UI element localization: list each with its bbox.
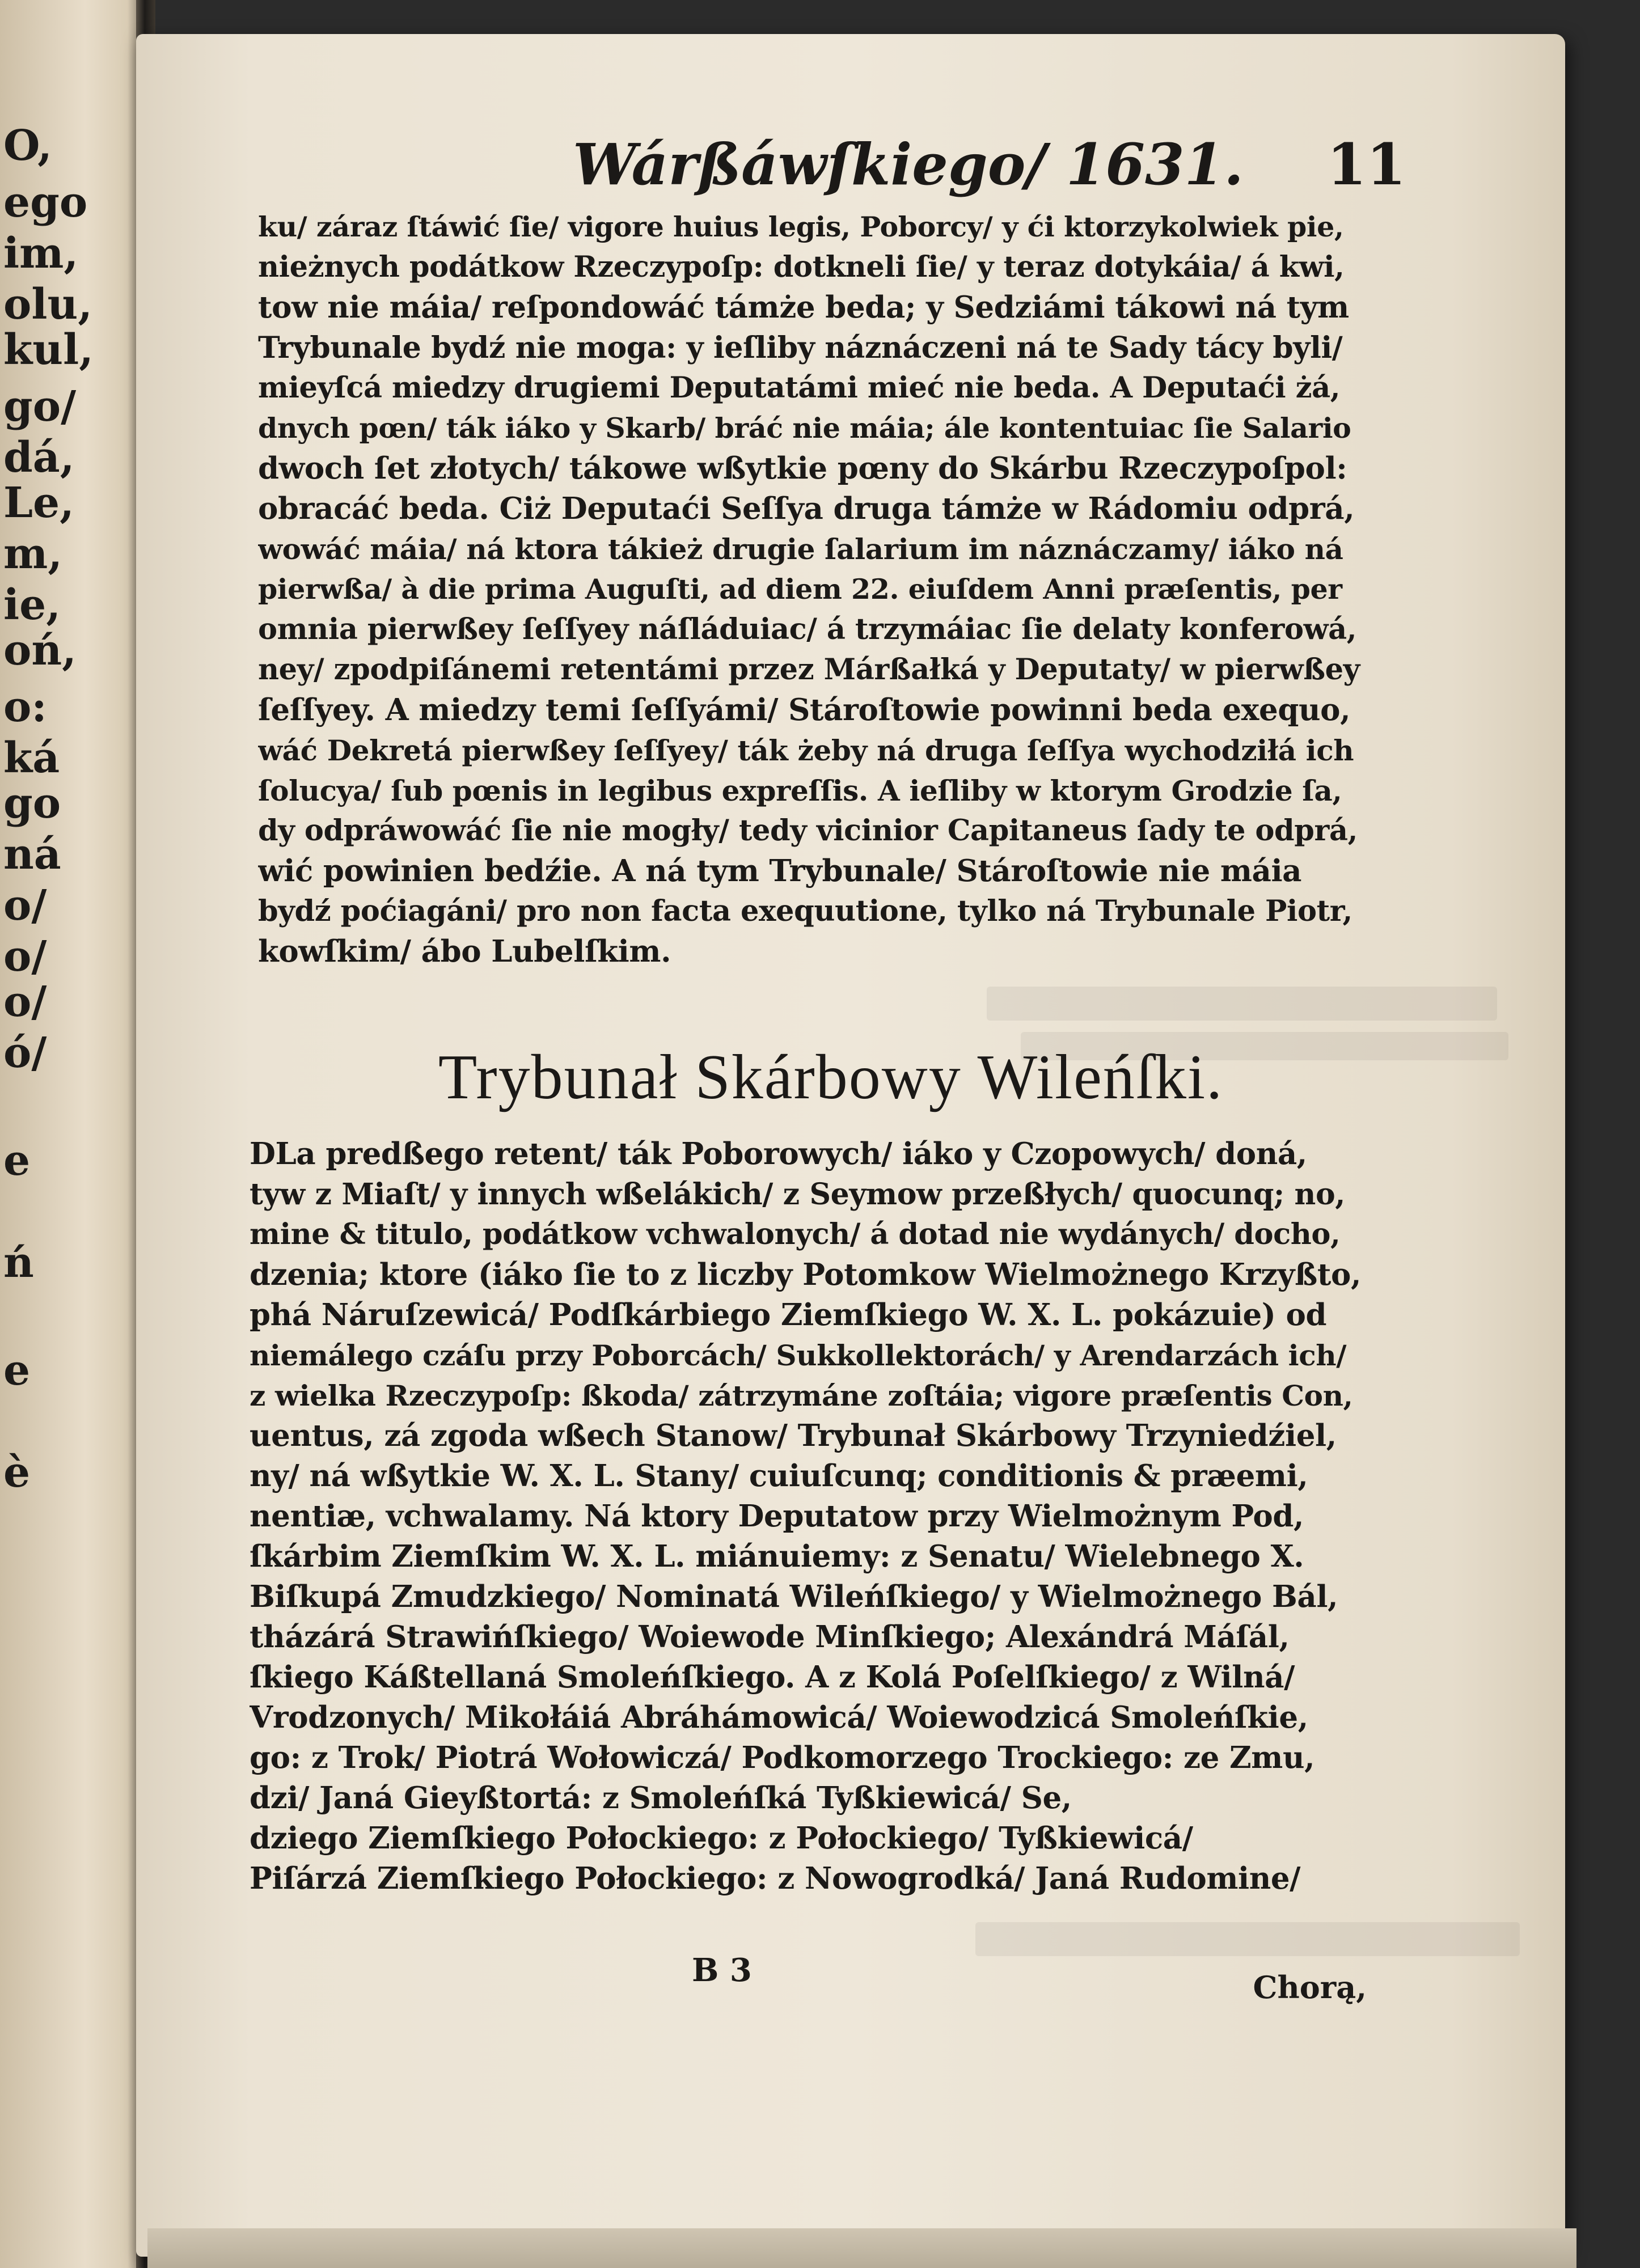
left-page-fragment: im,: [3, 229, 79, 278]
left-page-fragment: o/: [3, 978, 47, 1026]
text-line: dwoch ſet złotych/ tákowe wßytkie pœny do Skárbu Rzeczypoſpol:: [258, 451, 1347, 486]
left-page-fragment: m,: [3, 530, 63, 578]
left-page-fragment: olu,: [3, 280, 93, 329]
text-line: Piſárzá Ziemſkiego Połockiego: z Nowogrodká/ Janá Rudomine/: [250, 1861, 1301, 1896]
left-page-fragment: go: [3, 779, 61, 828]
left-page-fragment: e: [3, 1136, 31, 1185]
text-line: dzi/ Janá Gieyßtortá: z Smoleńſká Tyßkiewicá/ Se,: [250, 1780, 1072, 1816]
left-page-fragment: ie,: [3, 581, 61, 629]
text-line: mine & titulo, podátkow vchwalonych/ á dotad nie wydánych/ docho,: [250, 1217, 1341, 1251]
text-line: phá Náruſzewicá/ Podſkárbiego Ziemſkiego W. X. L. pokázuie) od: [250, 1297, 1327, 1332]
running-head: Wárßáwſkiego/ 1631.: [573, 131, 1244, 198]
page-edge-bottom: [147, 2228, 1576, 2268]
text-line: omnia pierwßey ſeſſyey náſláduiac/ á trzymáiac ſie delaty konferowá,: [258, 612, 1357, 646]
left-page-fragment: ego: [3, 178, 88, 227]
text-line: ſeſſyey. A miedzy temi ſeſſyámi/ Stároſtowie powinni beda exequo,: [258, 692, 1351, 727]
left-page-fragment: ná: [3, 830, 61, 879]
text-line: tházárá Strawińſkiego/ Woiewode Minſkiego; Alexándrá Máſál,: [250, 1619, 1290, 1655]
left-page-fragment: oń,: [3, 626, 77, 675]
text-line: ſolucya/ ſub pœnis in legibus expreſſis. A ieſliby w ktorym Grodzie ſa,: [258, 774, 1342, 807]
text-line: ku/ záraz ſtáwić ſie/ vigore huius legis, Poborcy/ y ći ktorzykolwiek pie,: [258, 210, 1344, 243]
text-line: wić powinien bedźie. A ná tym Trybunale/ Stároſtowie nie máia: [258, 853, 1302, 888]
section-heading: Trybunał Skárbowy Wileńſki.: [438, 1042, 1224, 1112]
text-line: DLa predßego retent/ ták Poborowych/ iáko y Czopowych/ doná,: [250, 1136, 1307, 1171]
left-page-fragment: Le,: [3, 479, 74, 527]
text-line: Vrodzonych/ Mikołáiá Abráhámowicá/ Woiewodzicá Smoleńſkie,: [250, 1700, 1308, 1735]
text-line: niemálego czáſu przy Poborcách/ Sukkollektorách/ y Arendarzách ich/: [250, 1339, 1347, 1372]
text-block-lower: [250, 1134, 1361, 2002]
left-page-fragment: go/: [3, 382, 77, 431]
text-line: Trybunale bydź nie moga: y ieſliby náznáczeni ná te Sady tácy byli/: [258, 331, 1343, 365]
text-line: kowſkim/ ábo Lubelſkim.: [258, 934, 671, 969]
text-line: obracáć beda. Ciż Deputaći Seſſya druga támże w Rádomiu odprá,: [258, 491, 1355, 526]
text-line: nentiæ, vchwalamy. Ná ktory Deputatow przy Wielmożnym Pod,: [250, 1499, 1304, 1534]
text-line: dzenia; ktore (iáko ſie to z liczby Potomkow Wielmożnego Krzyßto,: [250, 1257, 1361, 1292]
page-number: 11: [1327, 131, 1406, 198]
text-line: ney/ zpodpiſánemi retentámi przez Márßałká y Deputaty/ w pierwßey: [258, 653, 1360, 687]
text-line: dnych pœn/ ták iáko y Skarb/ bráć nie máia; ále kontentuiac ſie Salario: [258, 412, 1351, 445]
text-line: nieżnych podátkow Rzeczypoſp: dotkneli ſie/ y teraz dotykáia/ á kwi,: [258, 250, 1345, 284]
text-line: ſkárbim Ziemſkim W. X. L. miánuiemy: z Senatu/ Wielebnego X.: [250, 1539, 1304, 1574]
catchword: Chorą,: [1253, 1969, 1367, 2005]
left-page-fragment: ń: [3, 1238, 34, 1287]
left-page-fragment: O,: [3, 121, 52, 170]
left-page-fragment: dá,: [3, 433, 75, 482]
text-line: dy odpráwowáć ſie nie mogły/ tedy vicinior Capitaneus ſady te odprá,: [258, 814, 1358, 848]
left-page-fragment: o/: [3, 932, 47, 981]
text-line: z wielka Rzeczypoſp: ßkoda/ zátrzymáne zoſtáia; vigore præſentis Con,: [250, 1379, 1353, 1412]
left-page-fragment: ó/: [3, 1029, 47, 1077]
text-line: tow nie máia/ reſpondowáć támże beda; y Sedziámi tákowi ná tym: [258, 290, 1349, 325]
text-line: ny/ ná wßytkie W. X. L. Stany/ cuiuſcunq; conditionis & præemi,: [250, 1458, 1308, 1493]
left-page-fragment: o/: [3, 881, 47, 930]
text-line: ſkiego Káßtellaná Smoleńſkiego. A z Kolá Poſelſkiego/ z Wilná/: [250, 1660, 1295, 1695]
left-page-fragment: kul,: [3, 325, 94, 374]
left-page-fragment: e: [3, 1346, 31, 1395]
text-line: dziego Ziemſkiego Połockiego: z Połockiego/ Tyßkiewicá/: [250, 1821, 1193, 1856]
signature-mark: B 3: [692, 1952, 752, 1989]
text-block-upper: [258, 207, 1361, 1012]
text-line: go: z Trok/ Piotrá Wołowiczá/ Podkomorzego Trockiego: ze Zmu,: [250, 1740, 1315, 1775]
text-line: tyw z Miaſt/ y innych wßelákich/ z Seymow przeßłych/ quocunq; no,: [250, 1177, 1345, 1212]
left-page-fragment: è: [3, 1448, 31, 1497]
text-line: mieyſcá miedzy drugiemi Deputatámi mieć nie beda. A Deputaći żá,: [258, 371, 1341, 405]
text-line: uentus, zá zgoda wßech Stanow/ Trybunał Skárbowy Trzyniedźiel,: [250, 1418, 1337, 1453]
facing-page-left: [0, 0, 142, 2268]
text-line: bydź poćiagáni/ pro non facta exequutione, tylko ná Trybunale Piotr,: [258, 894, 1352, 928]
text-line: pierwßa/ à die prima Auguſti, ad diem 22. eiuſdem Anni præſentis, per: [258, 573, 1342, 606]
left-page-fragment: ká: [3, 734, 60, 782]
text-line: wáć Dekretá pierwßey ſeſſyey/ ták żeby ná druga ſeſſya wychodziłá ich: [258, 734, 1354, 767]
left-page-fragment: o:: [3, 683, 47, 731]
text-line: wowáć máia/ ná ktora tákież drugie ſalarium im náznáczamy/ iáko ná: [258, 532, 1343, 566]
text-line: Biſkupá Zmudzkiego/ Nominatá Wileńſkiego/ y Wielmożnego Bál,: [250, 1579, 1338, 1614]
